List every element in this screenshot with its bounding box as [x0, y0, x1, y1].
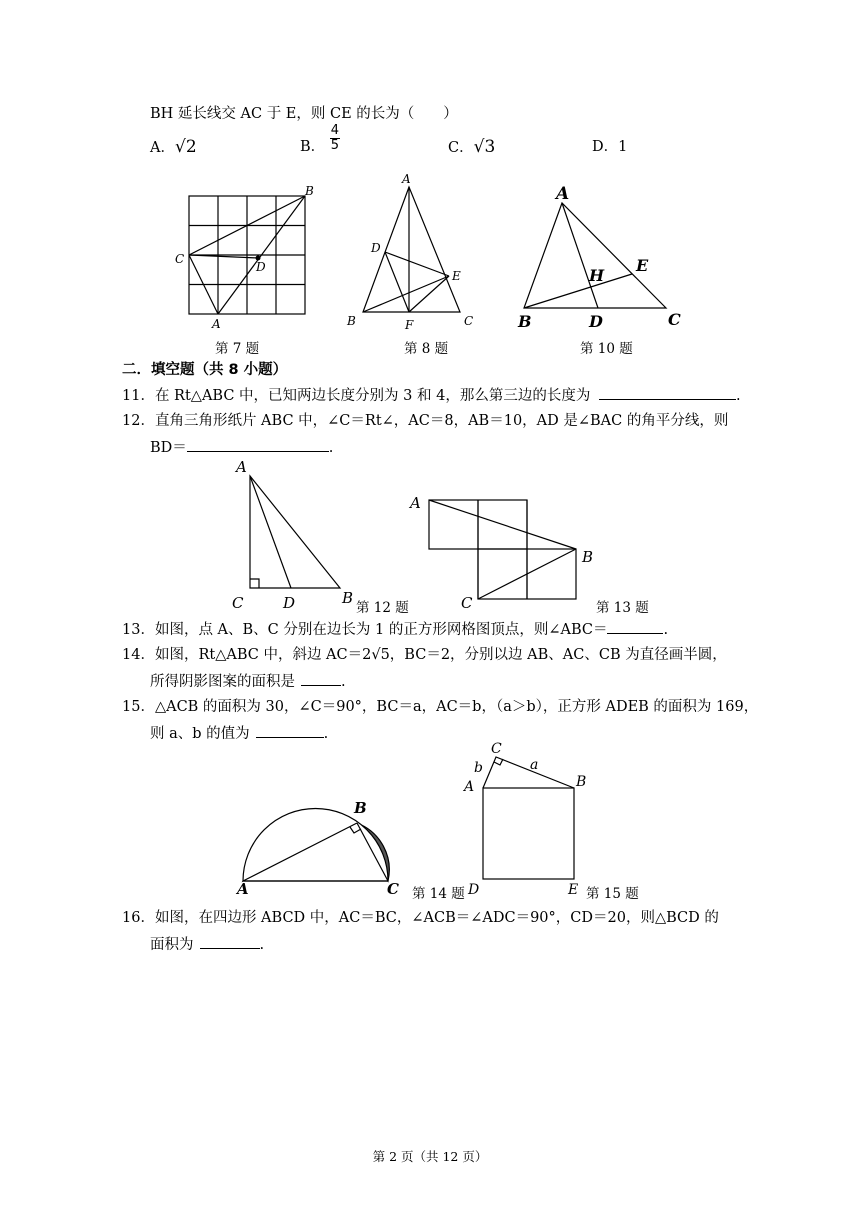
f10-label-a: A — [556, 184, 570, 204]
f14-label-b: B — [354, 799, 367, 817]
q10-option-b: B． $\frac{4}{5}$ — [300, 122, 340, 155]
f12-label-a: A — [236, 458, 247, 476]
q10-b-denominator: 5 — [330, 137, 340, 153]
f13-label-b: B — [582, 548, 594, 566]
f8-label-d: D — [371, 241, 381, 255]
f7-label-d: D — [256, 260, 266, 274]
f7-label-b: B — [305, 184, 314, 198]
f13-label-c: C — [461, 594, 473, 612]
f7-label-c: C — [175, 252, 185, 266]
q10-option-a: A．√2 — [150, 137, 197, 157]
caption-8: 第 8 题 — [404, 341, 449, 357]
q10-continuation: BH 延长线交 AC 于 E，则 CE 的长为（ ） — [150, 106, 458, 122]
f15-label-c: C — [491, 741, 502, 757]
question-14-line1: 14．如图，Rt△ABC 中，斜边 AC＝2√5，BC＝2，分别以边 AB、AC、CB 为直径画半圆， — [122, 647, 727, 663]
f14-label-c: C — [387, 880, 399, 898]
question-11: 11．在 Rt△ABC 中，已知两边长度分别为 3 和 4，那么第三边的长度为 . — [122, 385, 741, 406]
f10-label-h: H — [589, 266, 605, 285]
f10-label-c: C — [668, 310, 681, 329]
f12-label-d: D — [283, 594, 296, 612]
f8-label-e: E — [452, 269, 461, 283]
f15-label-e: E — [568, 882, 579, 898]
question-14-line2: 所得阴影图案的面积是 . — [150, 671, 346, 692]
q10-option-d: D．1 — [592, 139, 628, 155]
question-13: 13．如图，点 A、B、C 分别在边长为 1 的正方形网格图顶点，则∠ABC＝ . — [122, 619, 668, 640]
f8-label-b: B — [347, 314, 356, 328]
f8-label-f: F — [405, 318, 414, 332]
f15-label-d: D — [468, 882, 480, 898]
f15-label-a: A — [464, 779, 475, 795]
f15-label-a-small: a — [530, 757, 539, 773]
f15-label-b: B — [576, 774, 587, 790]
section-title: 二．填空题（共 8 小题） — [122, 362, 288, 378]
q10-option-c: C．√3 — [448, 137, 496, 157]
q16-answer-blank[interactable] — [200, 934, 260, 949]
question-16-line1: 16．如图，在四边形 ABCD 中，AC＝BC，∠ACB＝∠ADC＝90°，CD＝20，则△BCD 的 — [122, 910, 719, 926]
caption-12: 第 12 题 — [356, 600, 409, 616]
f14-label-a: A — [237, 880, 249, 898]
question-15-line1: 15．△ACB 的面积为 30，∠C＝90°，BC＝a，AC＝b，（a＞b），正方形 ADEB 的面积为 169， — [122, 699, 759, 715]
caption-13: 第 13 题 — [596, 600, 649, 616]
f10-label-b: B — [518, 312, 532, 331]
caption-7: 第 7 题 — [215, 341, 260, 357]
caption-10: 第 10 题 — [580, 341, 633, 357]
f7-label-a: A — [212, 317, 221, 331]
question-16-line2: 面积为 . — [150, 934, 264, 955]
question-12-line2: BD＝ . — [150, 437, 333, 458]
f13-label-a: A — [410, 494, 421, 512]
f8-label-a: A — [402, 172, 411, 186]
f15-label-b-small: b — [474, 760, 483, 776]
f12-label-b: B — [342, 589, 354, 607]
caption-15: 第 15 题 — [586, 886, 639, 902]
question-12-line1: 12．直角三角形纸片 ABC 中，∠C＝Rt∠，AC＝8，AB＝10，AD 是∠BAC 的角平分线，则 — [122, 413, 729, 429]
page-footer: 第 2 页（共 12 页） — [372, 1149, 488, 1164]
caption-14: 第 14 题 — [412, 886, 465, 902]
q10-b-numerator: 4 — [330, 122, 340, 138]
f10-label-d: D — [589, 312, 603, 331]
question-15-line2: 则 a、b 的值为 . — [150, 723, 328, 744]
f8-label-c: C — [464, 314, 474, 328]
f12-label-c: C — [232, 594, 244, 612]
f10-label-e: E — [636, 256, 649, 275]
